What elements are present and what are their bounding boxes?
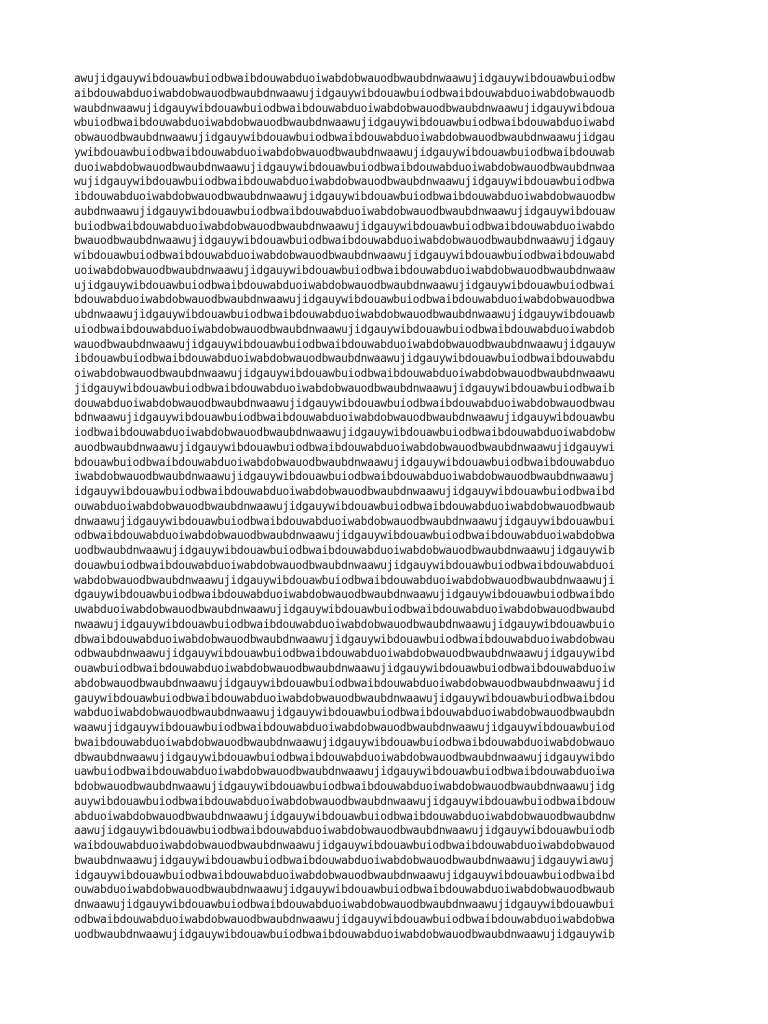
text-line: wabduoiwabdobwauodbwaubdnwaawujidgauywibdouawbuiodbwaibdouwabduoiwabdobwauodbwaubdn — [74, 706, 615, 720]
text-line: bdobwauodbwaubdnwaawujidgauywibdouawbuiodbwaibdouwabduoiwabdobwauodbwaubdnwaawujidg — [74, 780, 615, 793]
text-line: wibdouawbuiodbwaibdouwabduoiwabdobwauodbwaubdnwaawujidgauywibdouawbuiodbwaibdouwabd — [74, 249, 615, 262]
text-line: waawujidgauywibdouawbuiodbwaibdouwabduoiwabdobwauodbwaubdnwaawujidgauywibdouawbuiod — [74, 721, 615, 734]
text-line: odbwaibdouwabduoiwabdobwauodbwaubdnwaawujidgauywibdouawbuiodbwaibdouwabduoiwabdobwa — [74, 529, 615, 543]
text-line: wauodbwaubdnwaawujidgauywibdouawbuiodbwaibdouwabduoiwabdobwauodbwaubdnwaawujidgauyw — [74, 337, 615, 351]
text-line: bdnwaawujidgauywibdouawbuiodbwaibdouwabduoiwabdobwauodbwaubdnwaawujidgauywibdouawbu — [74, 411, 615, 425]
text-line: uiodbwaibdouwabduoiwabdobwauodbwaubdnwaawujidgauywibdouawbuiodbwaibdouwabduoiwabdob — [74, 322, 615, 336]
text-line: iodbwaibdouwabduoiwabdobwauodbwaubdnwaawujidgauywibdouawbuiodbwaibdouwabduoiwabdobw — [74, 426, 615, 439]
text-line: ouwabduoiwabdobwauodbwaubdnwaawujidgauywibdouawbuiodbwaibdouwabduoiwabdobwauodbwaub — [74, 883, 615, 897]
text-line: uawbuiodbwaibdouwabduoiwabdobwauodbwaubdnwaawujidgauywibdouawbuiodbwaibdouwabduoiwa — [74, 765, 615, 779]
text-line: dgauywibdouawbuiodbwaibdouwabduoiwabdobwauodbwaubdnwaawujidgauywibdouawbuiodbwaibdo — [74, 588, 615, 602]
text-line: dnwaawujidgauywibdouawbuiodbwaibdouwabduoiwabdobwauodbwaubdnwaawujidgauywibdouawbui — [74, 898, 615, 911]
text-line: ubdnwaawujidgauywibdouawbuiodbwaibdouwabduoiwabdobwauodbwaubdnwaawujidgauywibdouawb — [74, 308, 615, 321]
text-line: uwabduoiwabdobwauodbwaubdnwaawujidgauywibdouawbuiodbwaibdouwabduoiwabdobwauodbwaubd — [74, 603, 615, 616]
text-line: bwaubdnwaawujidgauywibdouawbuiodbwaibdouwabduoiwabdobwauodbwaubdnwaawujidgauywiawuj — [74, 853, 615, 867]
text-line: waibdouwabduoiwabdobwauodbwaubdnwaawujidgauywibdouawbuiodbwaibdouwabduoiwabdobwauod — [74, 839, 615, 852]
text-line: bdouawbuiodbwaibdouwabduoiwabdobwauodbwaubdnwaawujidgauywibdouawbuiodbwaibdouwabduo — [74, 455, 615, 469]
text-line: waubdnwaawujidgauywibdouawbuiodbwaibdouwabduoiwabdobwauodbwaubdnwaawujidgauywibdoua — [74, 101, 615, 115]
text-line: ouwabduoiwabdobwauodbwaubdnwaawujidgauywibdouawbuiodbwaibdouwabduoiwabdobwauodbwaub — [74, 499, 615, 513]
text-line: gauywibdouawbuiodbwaibdouwabduoiwabdobwauodbwaubdnwaawujidgauywibdouawbuiodbwaibdou — [74, 691, 615, 705]
text-line: douawbuiodbwaibdouwabduoiwabdobwauodbwaubdnwaawujidgauywibdouawbuiodbwaibdouwabduoi — [74, 558, 615, 572]
text-line: wabdobwauodbwaubdnwaawujidgauywibdouawbuiodbwaibdouwabduoiwabdobwauodbwaubdnwaawuji — [74, 573, 615, 587]
text-line: uodbwaubdnwaawujidgauywibdouawbuiodbwaibdouwabduoiwabdobwauodbwaubdnwaawujidgauywib — [74, 927, 615, 941]
text-line: oiwabdobwauodbwaubdnwaawujidgauywibdouawbuiodbwaibdouwabduoiwabdobwauodbwaubdnwaawu — [74, 367, 615, 380]
text-line: odbwaubdnwaawujidgauywibdouawbuiodbwaibdouwabduoiwabdobwauodbwaubdnwaawujidgauywibd — [74, 647, 615, 661]
text-line: ibdouawbuiodbwaibdouwabduoiwabdobwauodbwaubdnwaawujidgauywibdouawbuiodbwaibdouwabdu — [74, 352, 615, 366]
text-line: idgauywibdouawbuiodbwaibdouwabduoiwabdobwauodbwaubdnwaawujidgauywibdouawbuiodbwaibd — [74, 868, 615, 882]
text-line: aawujidgauywibdouawbuiodbwaibdouwabduoiwabdobwauodbwaubdnwaawujidgauywibdouawbuiodb — [74, 824, 615, 838]
text-line: ibdouwabduoiwabdobwauodbwaubdnwaawujidgauywibdouawbuiodbwaibdouwabduoiwabdobwauodbw — [74, 190, 615, 203]
text-line: dnwaawujidgauywibdouawbuiodbwaibdouwabduoiwabdobwauodbwaubdnwaawujidgauywibdouawbui — [74, 514, 615, 528]
text-line: uoiwabdobwauodbwaubdnwaawujidgauywibdouawbuiodbwaibdouwabduoiwabdobwauodbwaubdnwaaw — [74, 263, 615, 277]
text-line: buiodbwaibdouwabduoiwabdobwauodbwaubdnwaawujidgauywibdouawbuiodbwaibdouwabduoiwabdo — [74, 219, 615, 233]
text-line: auywibdouawbuiodbwaibdouwabduoiwabdobwauodbwaubdnwaawujidgauywibdouawbuiodbwaibdouw — [74, 794, 615, 808]
text-line: iwabdobwauodbwaubdnwaawujidgauywibdouawbuiodbwaibdouwabduoiwabdobwauodbwaubdnwaawuj — [74, 470, 615, 484]
text-line: wbuiodbwaibdouwabduoiwabdobwauodbwaubdnwaawujidgauywibdouawbuiodbwaibdouwabduoiwabd — [74, 116, 615, 130]
text-line: odbwaibdouwabduoiwabdobwauodbwaubdnwaawujidgauywibdouawbuiodbwaibdouwabduoiwabdobwa — [74, 912, 615, 926]
text-line: douwabduoiwabdobwauodbwaubdnwaawujidgauywibdouawbuiodbwaibdouwabduoiwabdobwauodbwau — [74, 396, 615, 410]
body-text-block — [74, 72, 704, 942]
text-line: dbwaubdnwaawujidgauywibdouawbuiodbwaibdouwabduoiwabdobwauodbwaubdnwaawujidgauywibdo — [74, 750, 615, 764]
text-line: duoiwabdobwauodbwaubdnwaawujidgauywibdouawbuiodbwaibdouwabduoiwabdobwauodbwaubdnwaa — [74, 160, 615, 174]
text-line: abduoiwabdobwauodbwaubdnwaawujidgauywibdouawbuiodbwaibdouwabduoiwabdobwauodbwaubdnw — [74, 809, 615, 823]
text-line: awujidgauywibdouawbuiodbwaibdouwabduoiwabdobwauodbwaubdnwaawujidgauywibdouawbuiodbw — [74, 72, 615, 85]
text-line: aibdouwabduoiwabdobwauodbwaubdnwaawujidgauywibdouawbuiodbwaibdouwabduoiwabdobwauodb — [74, 86, 615, 100]
text-line: uodbwaubdnwaawujidgauywibdouawbuiodbwaibdouwabduoiwabdobwauodbwaubdnwaawujidgauywib — [74, 544, 615, 557]
text-line: bdouwabduoiwabdobwauodbwaubdnwaawujidgauywibdouawbuiodbwaibdouwabduoiwabdobwauodbwa — [74, 293, 615, 307]
text-line: ouawbuiodbwaibdouwabduoiwabdobwauodbwaubdnwaawujidgauywibdouawbuiodbwaibdouwabduoiw — [74, 662, 615, 675]
text-line: jidgauywibdouawbuiodbwaibdouwabduoiwabdobwauodbwaubdnwaawujidgauywibdouawbuiodbwaib — [74, 381, 615, 395]
text-line: obwauodbwaubdnwaawujidgauywibdouawbuiodbwaibdouwabduoiwabdobwauodbwaubdnwaawujidgau — [74, 131, 615, 144]
text-line: bwauodbwaubdnwaawujidgauywibdouawbuiodbwaibdouwabduoiwabdobwauodbwaubdnwaawujidgauy — [74, 234, 615, 248]
text-line: nwaawujidgauywibdouawbuiodbwaibdouwabduoiwabdobwauodbwaubdnwaawujidgauywibdouawbuio — [74, 617, 615, 631]
text-line: idgauywibdouawbuiodbwaibdouwabduoiwabdobwauodbwaubdnwaawujidgauywibdouawbuiodbwaibd — [74, 485, 615, 498]
text-line: wujidgauywibdouawbuiodbwaibdouwabduoiwabdobwauodbwaubdnwaawujidgauywibdouawbuiodbwa — [74, 175, 615, 189]
text-line: aubdnwaawujidgauywibdouawbuiodbwaibdouwabduoiwabdobwauodbwaubdnwaawujidgauywibdouaw — [74, 204, 615, 218]
text-line: abdobwauodbwaubdnwaawujidgauywibdouawbuiodbwaibdouwabduoiwabdobwauodbwaubdnwaawujid — [74, 676, 615, 690]
text-line: auodbwaubdnwaawujidgauywibdouawbuiodbwaibdouwabduoiwabdobwauodbwaubdnwaawujidgauywi — [74, 440, 615, 454]
text-line: dbwaibdouwabduoiwabdobwauodbwaubdnwaawujidgauywibdouawbuiodbwaibdouwabduoiwabdobwau — [74, 632, 615, 646]
text-line: ujidgauywibdouawbuiodbwaibdouwabduoiwabdobwauodbwaubdnwaawujidgauywibdouawbuiodbwai — [74, 278, 615, 292]
text-line: bwaibdouwabduoiwabdobwauodbwaubdnwaawujidgauywibdouawbuiodbwaibdouwabduoiwabdobwauo — [74, 735, 615, 749]
text-line: ywibdouawbuiodbwaibdouwabduoiwabdobwauodbwaubdnwaawujidgauywibdouawbuiodbwaibdouwab — [74, 145, 615, 159]
